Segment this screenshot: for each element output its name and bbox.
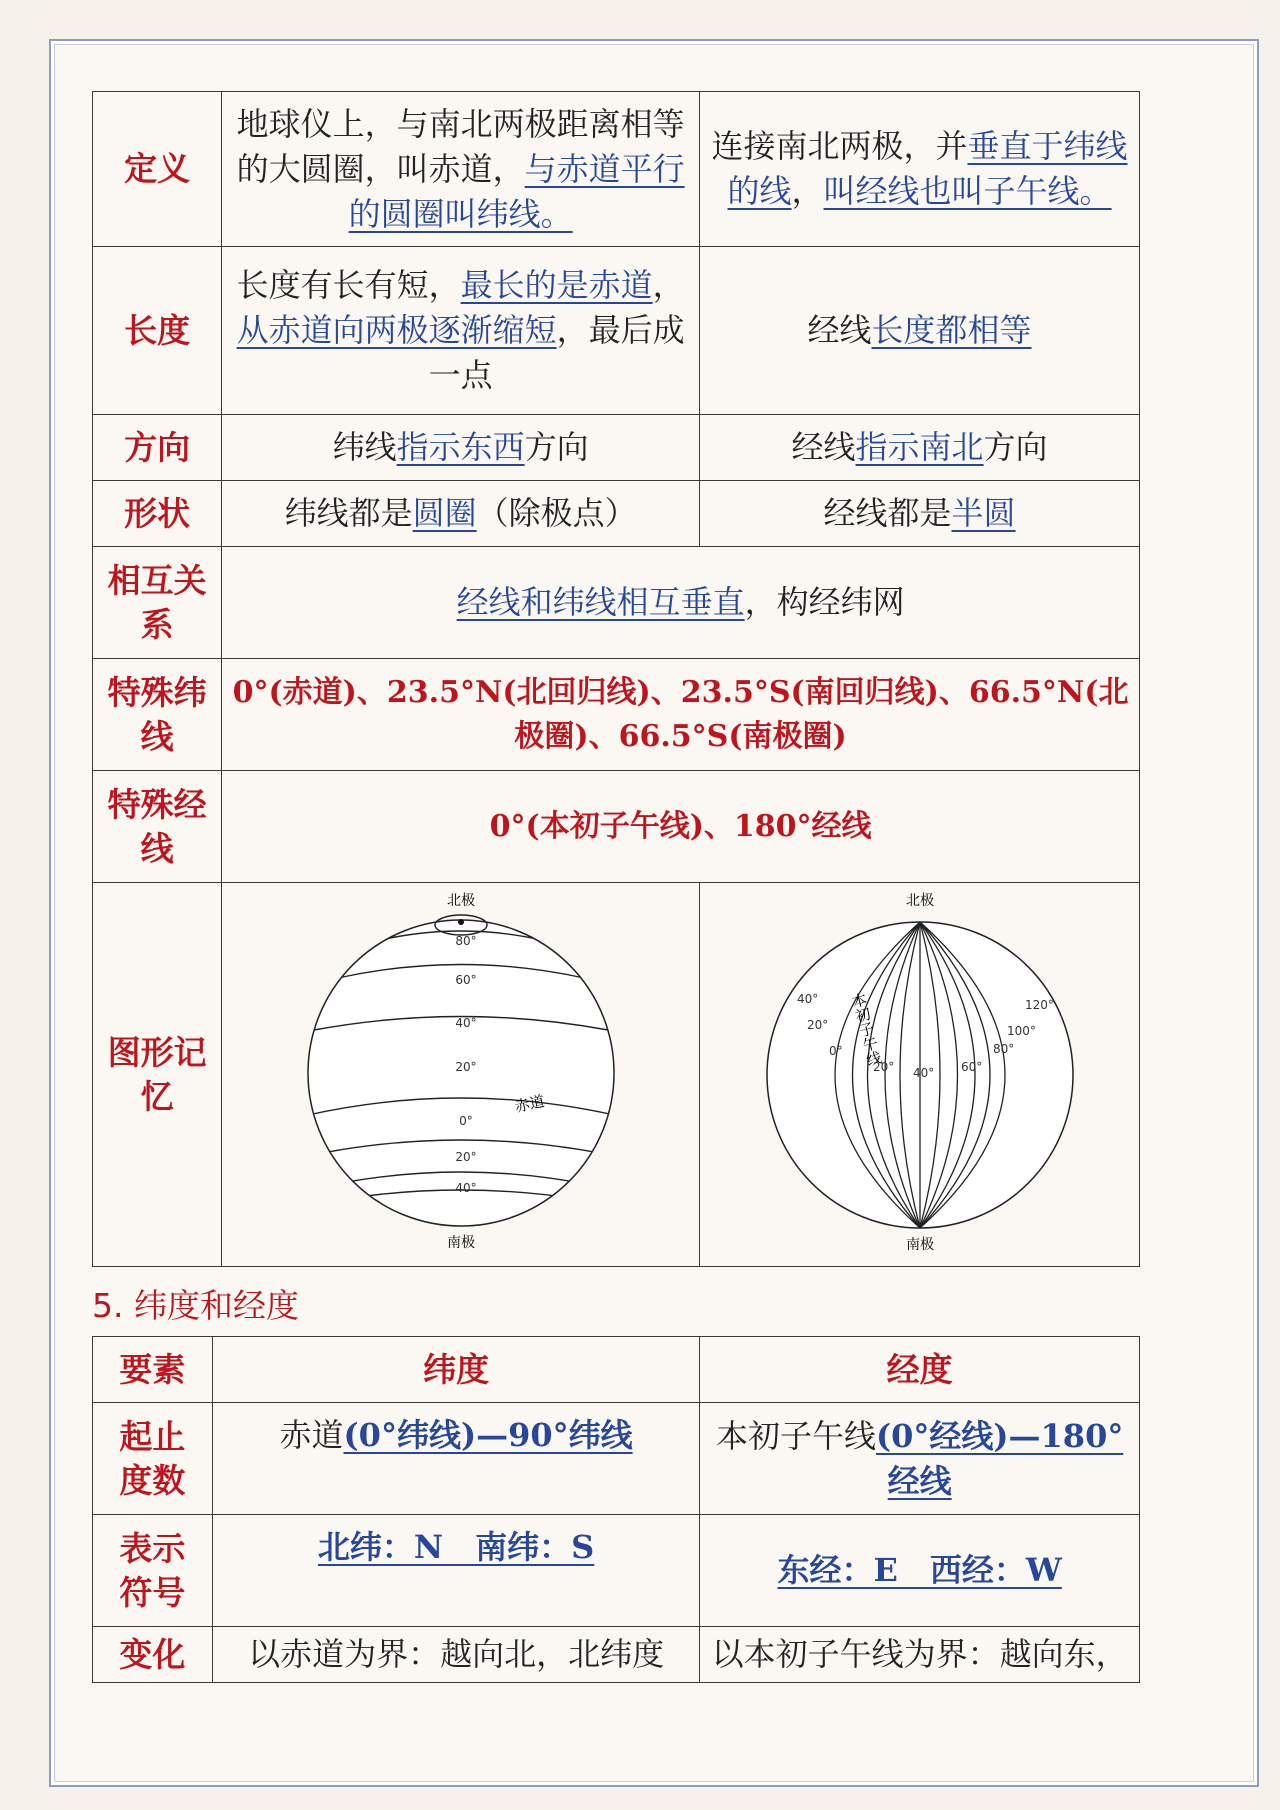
lat-direction-text: 纬线 [332, 428, 397, 466]
relation-key: 经线和纬线相互垂直 [456, 583, 745, 621]
table-row-range [93, 1403, 1140, 1515]
row-head-direction: 方向 [93, 415, 222, 481]
lat-shape [222, 481, 700, 547]
lon-length-key: 长度都相等 [871, 311, 1032, 349]
row-head-length: 长度 [93, 247, 222, 415]
header-element: 要素 [93, 1337, 213, 1403]
lon-length [700, 247, 1140, 415]
north-pole-label: 北极 [446, 893, 475, 909]
lat-length-text2: ，最后成一点 [428, 311, 685, 394]
lon-range-key: (0°经线)—180°经线 [875, 1416, 1124, 1500]
lat-label-20s: 20° [454, 1150, 477, 1164]
table-row-diagrams [93, 883, 1140, 1267]
table-row-direction [93, 415, 1140, 481]
section-title: 5. 纬度和经度 [92, 1286, 299, 1325]
row-head-shape: 形状 [93, 481, 222, 547]
lat-label-40s: 40° [454, 1181, 477, 1195]
lat-symbol-key: 北纬：N 南纬：S [317, 1528, 595, 1566]
punct: ， [652, 266, 685, 304]
lon-label-120e: 120° [1024, 998, 1054, 1012]
lat-length-key: 最长的是赤道 [460, 266, 653, 304]
header-latitude: 纬度 [212, 1337, 700, 1403]
row-head-definition: 定义 [93, 92, 222, 247]
row-head-symbol: 表示符号 [93, 1515, 213, 1627]
lat-change: 以赤道为界：越向北，北纬度 [212, 1627, 700, 1683]
row-head-range: 起止度数 [93, 1403, 213, 1515]
row-head-special-longitudes: 特殊经线 [93, 771, 222, 883]
prime-meridian-label: 本初子午线 [847, 990, 884, 1068]
south-pole-label: 南极 [905, 1237, 934, 1253]
header-longitude: 经度 [700, 1337, 1140, 1403]
lat-label-80: 80° [454, 934, 477, 948]
lat-range [212, 1403, 700, 1515]
lon-definition-text: 连接南北两极，并 [711, 127, 968, 165]
row-head-change: 变化 [93, 1627, 213, 1683]
lon-change: 以本初子午线为界：越向东， [700, 1627, 1140, 1683]
lat-shape-key: 圆圈 [412, 494, 477, 532]
lon-range [700, 1403, 1140, 1515]
punct: ， [791, 172, 824, 210]
lon-label-60e: 60° [960, 1060, 982, 1074]
lat-range-text: 赤道 [279, 1416, 344, 1454]
table-row-special-longitudes [93, 771, 1140, 883]
lon-shape-key: 半圆 [951, 494, 1016, 532]
relation-text: ，构经纬网 [744, 583, 905, 621]
lon-definition-key: 垂直于纬线的线 [727, 127, 1128, 210]
lat-symbol [212, 1515, 700, 1627]
lat-label-60: 60° [454, 973, 477, 987]
lon-direction-text: 经线 [791, 428, 856, 466]
lat-label-40: 40° [454, 1016, 477, 1030]
lon-definition [700, 92, 1140, 247]
special-latitudes-cell: 0°(赤道)、23.5°N(北回归线)、23.5°S(南回归线)、66.5°N(北极圈)、66.5°S(南极圈) [222, 659, 1140, 771]
lon-label-80e: 80° [992, 1042, 1014, 1056]
lon-direction [700, 415, 1140, 481]
lon-label-0: 0° [828, 1044, 843, 1058]
lat-label-20n: 20° [454, 1060, 477, 1074]
latitude-globe-diagram [226, 885, 696, 1260]
lat-definition [222, 92, 700, 247]
lon-shape [700, 481, 1140, 547]
equator-label: 赤道 [512, 1092, 546, 1116]
lat-direction [222, 415, 700, 481]
table-header-row [93, 1337, 1140, 1403]
lat-shape-text2: （除极点） [476, 494, 637, 532]
lat-direction-text2: 方向 [524, 428, 589, 466]
lon-label-20w: 20° [806, 1018, 828, 1032]
longitude-globe-diagram [705, 885, 1135, 1260]
lon-label-40w: 40° [796, 992, 818, 1006]
lon-label-100e: 100° [1006, 1024, 1036, 1038]
latitude-longitude-lines-table [92, 91, 1140, 1267]
table-row-shape [93, 481, 1140, 547]
row-head-relation: 相互关系 [93, 547, 222, 659]
latitude-longitude-degrees-table [92, 1336, 1140, 1683]
table-row-special-latitudes [93, 659, 1140, 771]
lon-definition-key2: 叫经线也叫子午线。 [823, 172, 1112, 210]
special-longitudes-cell: 0°(本初子午线)、180°经线 [222, 771, 1140, 883]
lat-length-text: 长度有长有短， [236, 266, 461, 304]
table-row-definition [93, 92, 1140, 247]
relation-cell [222, 547, 1140, 659]
lat-range-key: (0°纬线)—90°纬线 [343, 1416, 633, 1454]
table-row-symbol [93, 1515, 1140, 1627]
lon-symbol-key: 东经：E 西经：W [777, 1551, 1062, 1589]
lon-range-text: 本初子午线 [715, 1416, 876, 1455]
table-row-change [93, 1627, 1140, 1683]
south-pole-label: 南极 [446, 1235, 475, 1251]
lon-label-40e: 40° [912, 1066, 934, 1080]
lat-shape-text: 纬线都是 [284, 494, 413, 532]
lat-definition-key: 与赤道平行的圆圈叫纬线。 [348, 149, 685, 233]
row-head-diagrams: 图形记忆 [93, 883, 222, 1267]
lat-label-0: 0° [458, 1114, 473, 1128]
table-row-relation [93, 547, 1140, 659]
lat-length-key2: 从赤道向两极逐渐缩短 [236, 311, 557, 349]
table-row-length [93, 247, 1140, 415]
latitude-diagram-cell [222, 883, 700, 1267]
lon-length-text: 经线 [807, 311, 872, 349]
lon-symbol [700, 1515, 1140, 1627]
lat-definition-text: 地球仪上，与南北两极距离相等的大圆圈，叫赤道， [236, 104, 685, 188]
row-head-special-latitudes: 特殊纬线 [93, 659, 222, 771]
lon-shape-text: 经线都是 [823, 494, 952, 532]
longitude-diagram-cell [700, 883, 1140, 1267]
lon-direction-text2: 方向 [983, 428, 1048, 466]
lon-label-20e: 20° [872, 1060, 894, 1074]
north-pole-label: 北极 [905, 893, 934, 909]
lon-direction-key: 指示南北 [855, 428, 984, 466]
lat-direction-key: 指示东西 [396, 428, 525, 466]
lat-length [222, 247, 700, 415]
